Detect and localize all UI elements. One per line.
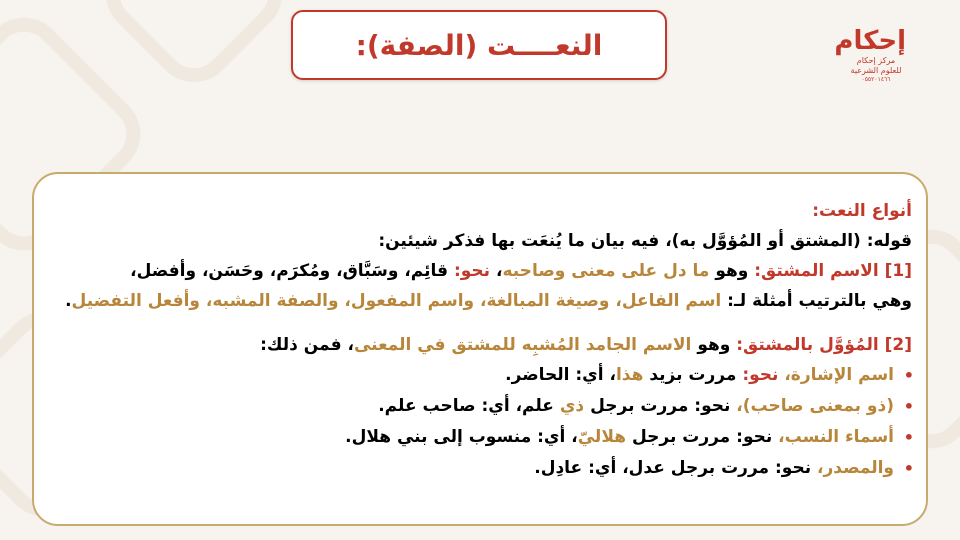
- bullet-example-b: ، أي: الحاضر.: [505, 365, 616, 385]
- bullet-label: (ذو بمعنى صاحب)،: [736, 396, 894, 416]
- point-1-term: الاسم المشتق:: [754, 261, 879, 281]
- list-item: [48, 391, 914, 422]
- point-2-number: [2]: [884, 335, 912, 355]
- bullet-example-a: مررت بزيد: [649, 365, 737, 385]
- point-1-examples: قائِم، وسَبَّاق، ومُكرَم، وحَسَن، وأفضل،: [130, 261, 449, 281]
- bullet-icon: •: [903, 397, 914, 416]
- bullet-icon: •: [903, 459, 914, 478]
- bullet-example-highlight: ذي: [559, 396, 585, 416]
- bullet-icon: •: [903, 366, 914, 385]
- content-panel: [32, 172, 928, 526]
- bullet-icon: •: [903, 428, 914, 447]
- slide-title: النعــــت (الصفة):: [355, 28, 603, 62]
- logo: [834, 26, 906, 94]
- list-item: [48, 453, 914, 484]
- point-1: [48, 256, 912, 286]
- list-item: [48, 360, 914, 391]
- point-1-continuation: [48, 286, 912, 316]
- bullet-example-label: نحو:: [736, 427, 773, 447]
- background-ornament: [89, 0, 298, 99]
- logo-mark: إحكام: [834, 26, 906, 56]
- bullet-example-label: نحو:: [694, 396, 731, 416]
- point-1-example-label: نحو:: [453, 261, 491, 281]
- bullet-example-b: عادِل.: [534, 458, 583, 478]
- bullet-example-b: علم، أي: صاحب علم.: [378, 396, 554, 416]
- bullet-example-a: مررت برجل: [590, 396, 689, 416]
- bullet-label: والمصدر،: [817, 458, 894, 478]
- point-1-cont-list: اسم الفاعل، وصيغة المبالغة، واسم المفعول، والصفة المشبه، وأفعل التفضيل: [71, 291, 722, 311]
- bullet-example-highlight: هلاليّ: [577, 427, 627, 447]
- examples-list: [48, 360, 912, 484]
- bullet-example-b: ، أي: منسوب إلى بني هلال.: [345, 427, 578, 447]
- intro-line: قوله: (المشتق أو المُؤوَّل به)، فيه بيان ما يُنعَت بها فذكر شيئين:: [378, 231, 912, 251]
- bullet-example-highlight: هذا: [615, 365, 644, 385]
- point-1-definition: ما دل على معنى وصاحبه: [502, 261, 710, 281]
- bullet-example-a: مررت برجل عدل، أي:: [588, 458, 770, 478]
- point-1-is: وهو: [715, 261, 749, 281]
- point-2-definition: الاسم الجامد المُشبِه للمشتق في المعنى: [353, 335, 692, 355]
- logo-tagline: ٠٥٥٢٠١٤٦٦: [861, 76, 891, 83]
- point-1-number: [1]: [884, 261, 912, 281]
- slide-title-box: [291, 10, 667, 80]
- bullet-example-label: نحو:: [742, 365, 779, 385]
- logo-subtitle: مركز إحكام للعلوم الشرعية: [850, 56, 902, 75]
- point-1-cont-text: وهي بالترتيب أمثلة لـ:: [727, 291, 912, 311]
- point-2-term: المُؤوَّل بالمشتق:: [736, 335, 879, 355]
- bullet-example-label: نحو:: [774, 458, 812, 478]
- point-2: [48, 330, 912, 360]
- point-2-tail: ، فمن ذلك:: [260, 335, 354, 355]
- spacer: [48, 316, 912, 330]
- point-1-sep: ،: [490, 261, 503, 281]
- point-1-cont-end: .: [65, 291, 72, 311]
- list-item: [48, 422, 914, 453]
- bullet-example-a: مررت برجل: [631, 427, 731, 447]
- bullet-label: اسم الإشارة،: [784, 365, 894, 385]
- bullet-label: أسماء النسب،: [778, 427, 894, 447]
- point-2-is: وهو: [697, 335, 731, 355]
- types-heading: أنواع النعت:: [812, 201, 912, 221]
